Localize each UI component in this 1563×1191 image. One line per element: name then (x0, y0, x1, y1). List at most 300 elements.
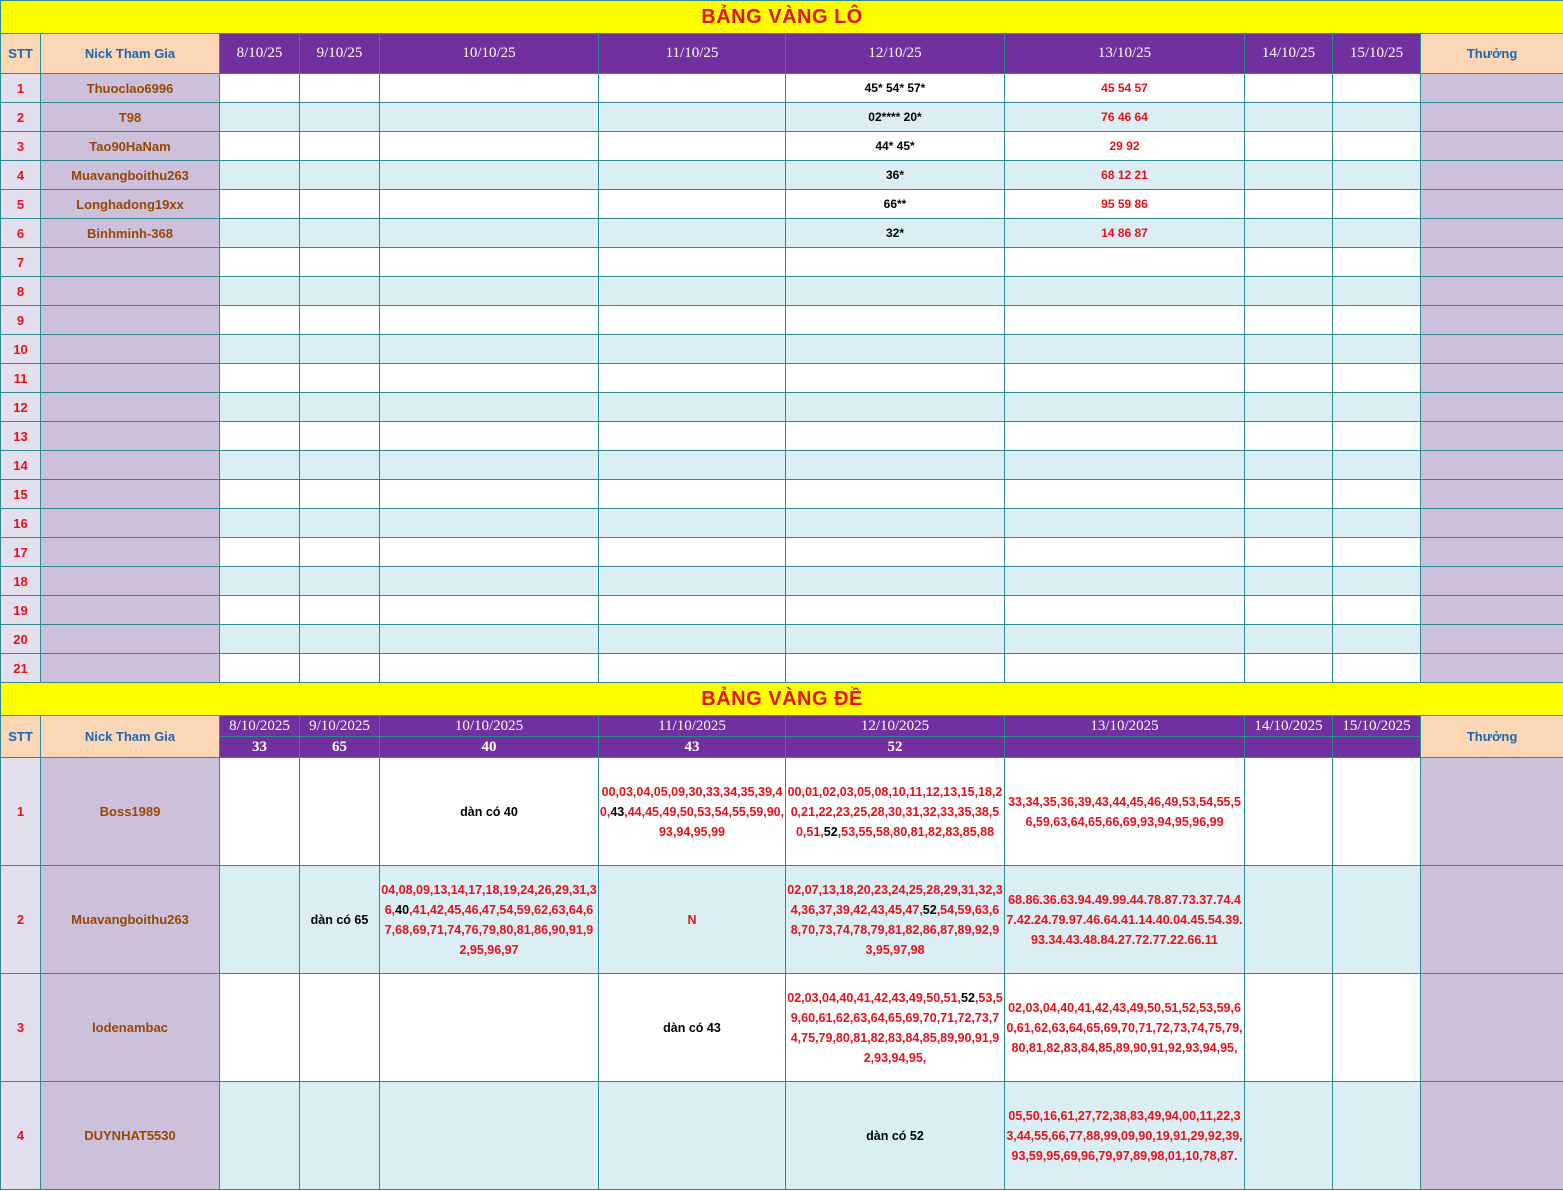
lo-cell (1245, 364, 1333, 393)
lo-cell (300, 509, 380, 538)
lo-nick: Binhminh-368 (41, 219, 220, 248)
de-cell-text: dàn có 52 (866, 1128, 924, 1143)
de-cell-text: 00,03,04,05,09,30,33,34,35,39,40, (599, 784, 783, 819)
lo-cell (300, 335, 380, 364)
de-cell (1333, 1082, 1421, 1190)
lo-cell (220, 132, 300, 161)
lo-cell-13-10: 76 46 64 (1005, 103, 1245, 132)
lo-row (1, 132, 1563, 161)
lo-row (1, 567, 1563, 596)
de-cell-text: N (687, 912, 697, 927)
lo-stt: 11 (1, 364, 41, 393)
lo-nick (41, 393, 220, 422)
lo-header-nick: Nick Tham Gia (41, 34, 220, 74)
lo-cell (1245, 538, 1333, 567)
lo-cell (599, 219, 786, 248)
lo-stt: 3 (1, 132, 41, 161)
de-header-date: 14/10/2025 (1245, 716, 1333, 737)
de-result: 65 (300, 737, 380, 758)
lo-cell-13-10: 45 54 57 (1005, 74, 1245, 103)
de-stt: 1 (1, 758, 41, 866)
de-cell-c8 (220, 758, 300, 866)
de-cell-c10 (380, 866, 599, 974)
lo-cell-12-10: 02**** 20* (786, 103, 1005, 132)
lo-stt: 12 (1, 393, 41, 422)
lo-cell (1245, 393, 1333, 422)
lo-nick (41, 625, 220, 654)
de-cell (1245, 974, 1333, 1082)
lo-cell (380, 509, 599, 538)
lo-cell (1245, 480, 1333, 509)
lo-cell (380, 161, 599, 190)
lo-nick (41, 538, 220, 567)
lo-thuong (1421, 654, 1563, 683)
de-cell-text: 02,03,04,40,41,42,43,49,50,51,52,53,59,60,61,62,63,64,65,69,70,71,72,73,74,75,79,80,81,82,83,84,85,89,90,91,92,93,94,95, (1006, 1000, 1243, 1055)
lo-cell (599, 277, 786, 306)
lo-cell (380, 480, 599, 509)
lo-row (1, 364, 1563, 393)
lo-cell (300, 654, 380, 683)
lo-cell-13-10: 68 12 21 (1005, 161, 1245, 190)
lo-cell (220, 393, 300, 422)
de-stt: 2 (1, 866, 41, 974)
lo-thuong (1421, 190, 1563, 219)
lo-cell (380, 596, 599, 625)
lo-cell (1333, 509, 1421, 538)
lo-cell (220, 277, 300, 306)
de-cell-text: 02,07,13,18,20,23,24,25,28,29,31,32,34,36,37,39,42,43,45,47, (787, 882, 1003, 917)
lo-cell (599, 567, 786, 596)
lo-cell-13-10 (1005, 306, 1245, 335)
lo-cell-12-10 (786, 306, 1005, 335)
de-cell (1245, 1082, 1333, 1190)
lo-cell (1333, 451, 1421, 480)
lo-cell (380, 654, 599, 683)
lo-row (1, 248, 1563, 277)
lo-cell-12-10: 66** (786, 190, 1005, 219)
lo-cell (220, 248, 300, 277)
de-row (1, 866, 1563, 974)
de-cell-c10 (380, 1082, 599, 1190)
de-cell-c12 (786, 974, 1005, 1082)
lo-nick (41, 335, 220, 364)
de-nick: lodenambac (41, 974, 220, 1082)
lo-thuong (1421, 277, 1563, 306)
de-cell-c11 (599, 866, 786, 974)
lo-cell (1245, 277, 1333, 306)
lo-cell (300, 161, 380, 190)
lo-nick (41, 480, 220, 509)
lo-cell (300, 364, 380, 393)
de-cell-c9 (300, 974, 380, 1082)
de-cell-c13 (1005, 1082, 1245, 1190)
lo-nick (41, 248, 220, 277)
lo-cell-12-10 (786, 654, 1005, 683)
lo-stt: 4 (1, 161, 41, 190)
lo-cell-12-10 (786, 422, 1005, 451)
de-result (1245, 737, 1333, 758)
lo-cell (380, 190, 599, 219)
lo-stt: 21 (1, 654, 41, 683)
lo-cell (599, 306, 786, 335)
de-nick: Muavangboithu263 (41, 866, 220, 974)
de-cell-c10 (380, 974, 599, 1082)
lo-cell (599, 596, 786, 625)
lo-header-stt: STT (1, 34, 41, 74)
lo-row (1, 654, 1563, 683)
lo-cell (599, 654, 786, 683)
lo-cell (1333, 219, 1421, 248)
lo-nick: Longhadong19xx (41, 190, 220, 219)
de-cell-c11 (599, 974, 786, 1082)
lo-stt: 1 (1, 74, 41, 103)
lo-cell (599, 132, 786, 161)
lo-thuong (1421, 596, 1563, 625)
de-cell-text: ,53,55,58,80,81,82,83,85,88 (837, 824, 995, 839)
lo-cell (1245, 132, 1333, 161)
de-thuong (1421, 974, 1563, 1082)
lo-cell (380, 219, 599, 248)
de-cell-c8 (220, 866, 300, 974)
lo-thuong (1421, 161, 1563, 190)
lo-cell-13-10 (1005, 538, 1245, 567)
lo-header-date: 15/10/25 (1333, 34, 1421, 74)
lo-thuong (1421, 335, 1563, 364)
lo-cell (220, 596, 300, 625)
de-cell-c13 (1005, 758, 1245, 866)
de-thuong (1421, 758, 1563, 866)
lo-cell-12-10 (786, 364, 1005, 393)
lo-cell (1333, 538, 1421, 567)
lo-cell (220, 335, 300, 364)
de-stt: 4 (1, 1082, 41, 1190)
de-cell-text: 68.86.36.63.94.49.99.44.78.87.73.37.74.47.42.24.79.97.46.64.41.14.40.04.45.54.39.93.34.43.48.84.27.72.77.22.66.11 (1006, 892, 1243, 947)
lo-stt: 13 (1, 422, 41, 451)
de-cell-c8 (220, 974, 300, 1082)
lo-nick: T98 (41, 103, 220, 132)
lo-cell (1245, 103, 1333, 132)
lo-cell (599, 509, 786, 538)
lo-cell (300, 74, 380, 103)
de-stt: 3 (1, 974, 41, 1082)
lo-thuong (1421, 451, 1563, 480)
de-cell-text: ,53,59,60,61,62,63,64,65,69,70,71,72,73,74,75,79,80,81,82,83,84,85,89,90,91,92,93,94,95, (790, 990, 1003, 1065)
lo-cell (1333, 132, 1421, 161)
lo-cell (220, 74, 300, 103)
lo-cell (599, 480, 786, 509)
lo-header-date: 10/10/25 (380, 34, 599, 74)
de-result: 40 (380, 737, 599, 758)
lo-cell (599, 190, 786, 219)
lo-thuong (1421, 567, 1563, 596)
lo-stt: 20 (1, 625, 41, 654)
de-result: 33 (220, 737, 300, 758)
lo-cell (1333, 422, 1421, 451)
de-header-date: 13/10/2025 (1005, 716, 1245, 737)
lo-header-date: 9/10/25 (300, 34, 380, 74)
lo-title: BẢNG VÀNG LÔ (1, 1, 1563, 34)
lo-cell (220, 480, 300, 509)
lo-cell (1245, 422, 1333, 451)
lo-cell (1333, 596, 1421, 625)
lo-header-thuong: Thưởng (1421, 34, 1563, 74)
de-cell-text: 04,08,09,13,14,17,18,19,24,26,29,31,36, (381, 882, 597, 917)
lo-stt: 10 (1, 335, 41, 364)
lo-cell (599, 161, 786, 190)
lo-cell (599, 248, 786, 277)
lo-cell (300, 480, 380, 509)
lo-thuong (1421, 509, 1563, 538)
lo-row (1, 103, 1563, 132)
lo-cell (1245, 335, 1333, 364)
lo-stt: 19 (1, 596, 41, 625)
lo-cell (1245, 306, 1333, 335)
lo-thuong (1421, 422, 1563, 451)
lo-cell (1245, 190, 1333, 219)
lo-cell (380, 625, 599, 654)
lo-cell-12-10 (786, 248, 1005, 277)
lo-cell (300, 596, 380, 625)
lo-thuong (1421, 364, 1563, 393)
lo-header-date: 13/10/25 (1005, 34, 1245, 74)
de-cell-c10 (380, 758, 599, 866)
lo-cell-12-10 (786, 538, 1005, 567)
de-header-stt: STT (1, 716, 41, 758)
lo-cell-13-10 (1005, 422, 1245, 451)
lo-nick (41, 596, 220, 625)
lo-cell-13-10 (1005, 451, 1245, 480)
lo-cell (300, 248, 380, 277)
lo-cell (599, 364, 786, 393)
lo-row (1, 538, 1563, 567)
lo-cell (380, 132, 599, 161)
lo-row (1, 422, 1563, 451)
lo-cell (1245, 248, 1333, 277)
lo-cell-13-10 (1005, 335, 1245, 364)
de-cell-text: 52 (961, 990, 975, 1005)
lo-thuong (1421, 74, 1563, 103)
de-row (1, 974, 1563, 1082)
lo-cell (300, 625, 380, 654)
lo-cell-12-10 (786, 567, 1005, 596)
lo-cell (380, 567, 599, 596)
de-cell-c12 (786, 866, 1005, 974)
de-header-date: 11/10/2025 (599, 716, 786, 737)
lo-cell-12-10 (786, 393, 1005, 422)
lo-cell (1333, 74, 1421, 103)
lo-cell (1333, 393, 1421, 422)
de-result (1005, 737, 1245, 758)
de-header-date: 8/10/2025 (220, 716, 300, 737)
lo-cell-13-10: 29 92 (1005, 132, 1245, 161)
lo-cell-12-10 (786, 277, 1005, 306)
lo-cell-13-10 (1005, 393, 1245, 422)
lo-nick (41, 654, 220, 683)
de-row (1, 758, 1563, 866)
lo-thuong (1421, 306, 1563, 335)
lo-cell-13-10: 14 86 87 (1005, 219, 1245, 248)
lo-cell (220, 422, 300, 451)
lo-row (1, 625, 1563, 654)
lo-stt: 14 (1, 451, 41, 480)
lo-cell (380, 248, 599, 277)
lo-cell-12-10: 44* 45* (786, 132, 1005, 161)
lo-cell (300, 567, 380, 596)
lo-cell (380, 306, 599, 335)
lo-cell (300, 219, 380, 248)
lo-cell (220, 509, 300, 538)
lo-cell (1333, 654, 1421, 683)
lo-cell (380, 74, 599, 103)
de-cell-text: 52 (823, 824, 838, 839)
lo-row (1, 219, 1563, 248)
de-cell-c11 (599, 1082, 786, 1190)
de-header-date: 12/10/2025 (786, 716, 1005, 737)
lo-cell (599, 625, 786, 654)
de-thuong (1421, 1082, 1563, 1190)
lo-cell (300, 422, 380, 451)
lo-nick (41, 567, 220, 596)
lo-row (1, 277, 1563, 306)
lo-cell-13-10 (1005, 596, 1245, 625)
lo-cell-12-10: 36* (786, 161, 1005, 190)
lo-nick (41, 451, 220, 480)
de-cell-c11 (599, 758, 786, 866)
lo-cell (300, 277, 380, 306)
lo-cell (1333, 625, 1421, 654)
lo-stt: 15 (1, 480, 41, 509)
de-table (0, 682, 1563, 1190)
lo-cell-13-10 (1005, 480, 1245, 509)
lo-cell-13-10 (1005, 567, 1245, 596)
lo-nick (41, 306, 220, 335)
lo-stt: 16 (1, 509, 41, 538)
lo-row (1, 393, 1563, 422)
de-cell-text: ,54,59,63,68,70,73,74,78,79,81,82,86,87,89,92,93,95,97,98 (790, 902, 1000, 957)
lo-header-date: 8/10/25 (220, 34, 300, 74)
de-cell (1333, 974, 1421, 1082)
de-cell-text: ,41,42,45,46,47,54,59,62,63,64,67,68,69,71,74,76,79,80,81,86,90,91,92,95,96,97 (384, 902, 594, 957)
lo-header-date: 11/10/25 (599, 34, 786, 74)
de-title: BẢNG VÀNG ĐỀ (1, 683, 1563, 716)
lo-cell (1245, 567, 1333, 596)
de-cell-text: dàn có 43 (663, 1020, 721, 1035)
de-header-date: 9/10/2025 (300, 716, 380, 737)
lo-cell (1245, 451, 1333, 480)
lo-cell (1245, 161, 1333, 190)
lo-nick: Thuoclao6996 (41, 74, 220, 103)
lo-cell (1333, 103, 1421, 132)
lo-cell (220, 219, 300, 248)
lo-cell (300, 538, 380, 567)
lo-cell (1333, 335, 1421, 364)
de-cell-c13 (1005, 974, 1245, 1082)
lo-cell (1245, 509, 1333, 538)
de-thuong (1421, 866, 1563, 974)
de-result: 43 (599, 737, 786, 758)
lo-cell (1333, 190, 1421, 219)
de-cell (1333, 866, 1421, 974)
lo-stt: 5 (1, 190, 41, 219)
lo-cell (220, 654, 300, 683)
lo-cell (1333, 248, 1421, 277)
lo-cell (220, 161, 300, 190)
de-cell-c9 (300, 866, 380, 974)
lo-cell (599, 74, 786, 103)
lo-row (1, 306, 1563, 335)
lo-row (1, 480, 1563, 509)
lo-cell-12-10 (786, 509, 1005, 538)
lo-stt: 9 (1, 306, 41, 335)
lo-cell (1333, 161, 1421, 190)
de-cell (1245, 866, 1333, 974)
lo-cell-12-10 (786, 625, 1005, 654)
de-cell-text: 52 (922, 902, 937, 917)
de-cell-text: ,44,45,49,50,53,54,55,59,90,93,94,95,99 (624, 804, 785, 839)
lo-thuong (1421, 538, 1563, 567)
de-cell-c13 (1005, 866, 1245, 974)
lo-nick (41, 422, 220, 451)
de-header-date: 10/10/2025 (380, 716, 599, 737)
lo-cell (1245, 74, 1333, 103)
de-cell-text: 02,03,04,40,41,42,43,49,50,51, (787, 990, 962, 1005)
de-cell-c12 (786, 1082, 1005, 1190)
lo-cell-13-10 (1005, 364, 1245, 393)
lo-cell-13-10: 95 59 86 (1005, 190, 1245, 219)
lo-cell (300, 103, 380, 132)
lo-cell (220, 625, 300, 654)
lo-cell (380, 451, 599, 480)
lo-cell (220, 190, 300, 219)
lo-cell-12-10: 32* (786, 219, 1005, 248)
lo-thuong (1421, 219, 1563, 248)
lo-cell (1333, 567, 1421, 596)
lo-cell (599, 335, 786, 364)
lo-stt: 2 (1, 103, 41, 132)
de-header-nick: Nick Tham Gia (41, 716, 220, 758)
lo-cell-13-10 (1005, 625, 1245, 654)
lo-cell-13-10 (1005, 248, 1245, 277)
de-result (1333, 737, 1421, 758)
lo-cell (220, 364, 300, 393)
lo-cell (599, 422, 786, 451)
lo-thuong (1421, 132, 1563, 161)
lo-nick (41, 509, 220, 538)
de-result: 52 (786, 737, 1005, 758)
lo-row (1, 190, 1563, 219)
lo-stt: 8 (1, 277, 41, 306)
lo-cell (1245, 625, 1333, 654)
de-row (1, 1082, 1563, 1190)
lo-cell (300, 451, 380, 480)
de-cell-text: 43 (610, 804, 625, 819)
lo-cell-12-10 (786, 451, 1005, 480)
lo-cell (599, 451, 786, 480)
de-nick: Boss1989 (41, 758, 220, 866)
de-cell-text: 05,50,16,61,27,72,38,83,49,94,00,11,22,33,44,55,66,77,88,99,09,90,19,91,29,92,39,93,59,95,69,96,79,97,89,98,01,10,78,87. (1006, 1108, 1243, 1163)
lo-cell-13-10 (1005, 654, 1245, 683)
lo-header-date: 14/10/25 (1245, 34, 1333, 74)
de-cell-text: 33,34,35,36,39,43,44,45,46,49,53,54,55,56,59,63,64,65,66,69,93,94,95,96,99 (1008, 794, 1241, 829)
de-cell (1333, 758, 1421, 866)
lo-cell (300, 132, 380, 161)
de-cell-c8 (220, 1082, 300, 1190)
lo-nick (41, 364, 220, 393)
lo-cell (1245, 219, 1333, 248)
lo-cell-12-10: 45* 54* 57* (786, 74, 1005, 103)
de-cell-text: dàn có 65 (310, 912, 369, 927)
lo-stt: 17 (1, 538, 41, 567)
